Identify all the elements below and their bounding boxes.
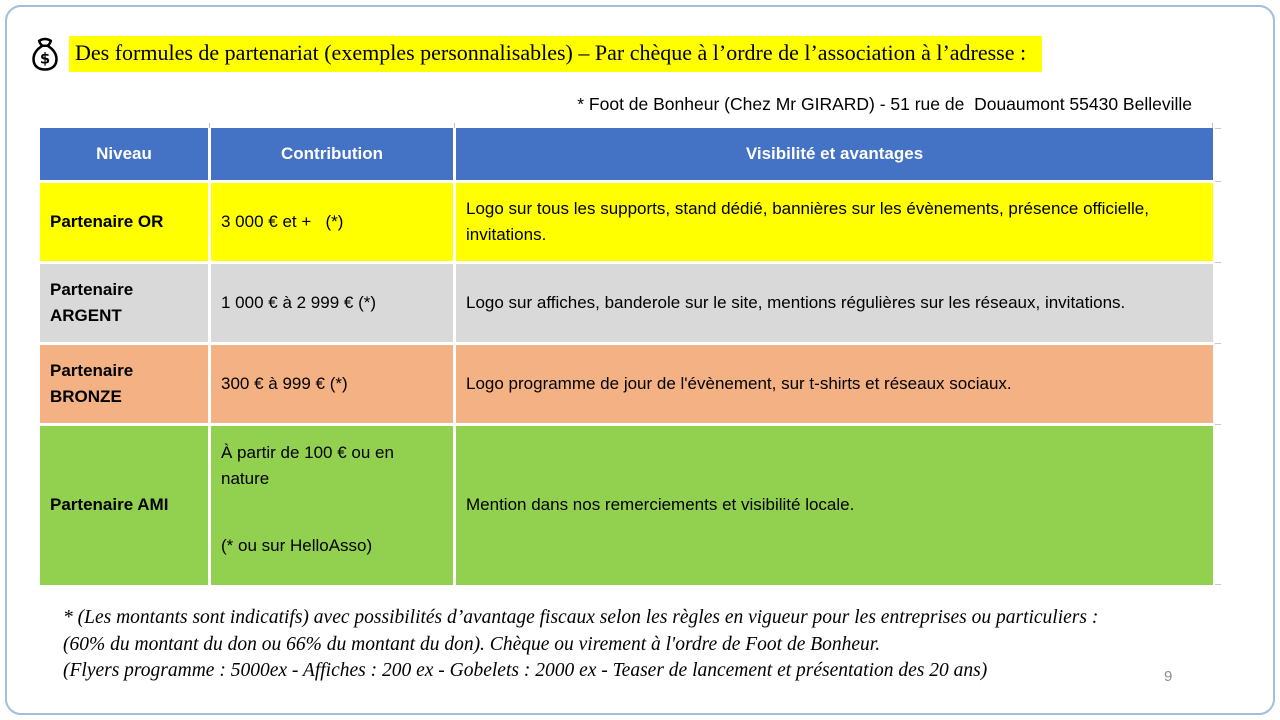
cell-niveau: Partenaire BRONZE — [40, 345, 208, 423]
table-header-row — [40, 128, 1213, 180]
cell-contribution — [211, 426, 453, 585]
svg-text:$: $ — [39, 49, 51, 68]
money-bag-icon — [28, 34, 62, 74]
gridline-artifact — [1215, 343, 1221, 344]
page-title: Des formules de partenariat (exemples personnalisables) – Par chèque à l’ordre de l’association à l’adresse : — [69, 36, 1042, 72]
address-note: * Foot de Bonheur (Chez Mr GIRARD) - 51 rue de Douaumont 55430 Belleville — [577, 94, 1192, 114]
gridline-artifact — [1215, 181, 1221, 182]
cell-avantages: Logo sur affiches, banderole sur le site, mentions régulières sur les réseaux, invitations. — [456, 264, 1213, 342]
gridline-artifact — [1215, 584, 1221, 585]
gridline-artifact — [1215, 424, 1221, 425]
cell-niveau: Partenaire OR — [40, 183, 208, 261]
column-header-niveau: Niveau — [40, 128, 208, 180]
footnote-line-1: * (Les montants sont indicatifs) avec possibilités d’avantage fiscaux selon les règles en vigueur pour les entreprises ou particuliers : — [63, 607, 1099, 628]
table-row-ami — [40, 426, 1213, 585]
gridline-artifact — [1215, 128, 1221, 129]
title-row — [28, 34, 1042, 74]
cell-avantages: Mention dans nos remerciements et visibilité locale. — [456, 426, 1213, 585]
cell-contribution: 1 000 € à 2 999 € (*) — [211, 264, 453, 342]
cell-contribution: 300 € à 999 € (*) — [211, 345, 453, 423]
column-header-visibilite: Visibilité et avantages — [456, 128, 1213, 180]
footnote-line-3: (Flyers programme : 5000ex - Affiches : 200 ex - Gobelets : 2000 ex - Teaser de lancement et présentation des 20 ans) — [63, 660, 988, 681]
footnote-line-2: (60% du montant du don ou 66% du montant du don). Chèque ou virement à l'ordre de Foot de Bonheur. — [63, 633, 881, 655]
cell-niveau: Partenaire ARGENT — [40, 264, 208, 342]
cell-avantages: Logo programme de jour de l'évènement, sur t-shirts et réseaux sociaux. — [456, 345, 1213, 423]
cell-niveau: Partenaire AMI — [40, 426, 208, 585]
contribution-line2: (* ou sur HelloAsso) — [221, 535, 373, 555]
partnership-table — [40, 128, 1213, 585]
table-row-bronze — [40, 345, 1213, 423]
footnotes — [63, 605, 1098, 685]
column-header-contribution: Contribution — [211, 128, 453, 180]
page-number: 9 — [1164, 668, 1173, 685]
contribution-line1: À partir de 100 € ou en nature — [221, 443, 399, 489]
gridline-artifact — [1215, 262, 1221, 263]
table-row-argent — [40, 264, 1213, 342]
cell-contribution: 3 000 € et + (*) — [211, 183, 453, 261]
table-row-or — [40, 183, 1213, 261]
cell-avantages: Logo sur tous les supports, stand dédié, bannières sur les évènements, présence officielle, invitations. — [456, 183, 1213, 261]
